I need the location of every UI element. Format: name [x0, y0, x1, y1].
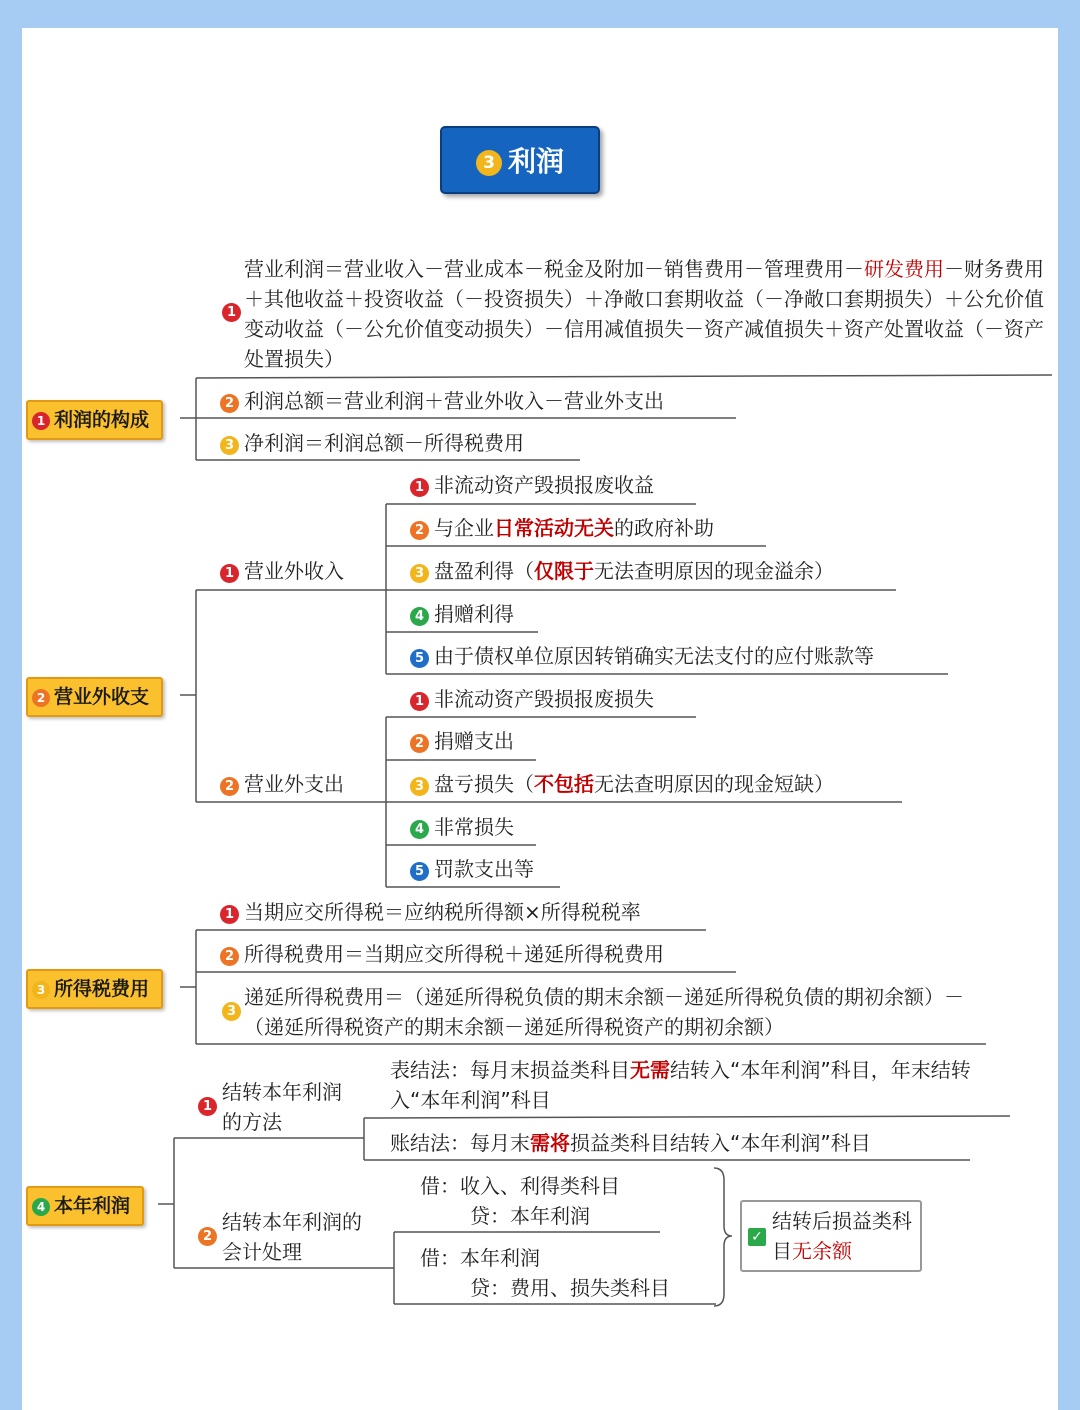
title-number-badge: 3: [476, 150, 502, 176]
expense-item-5: 5 罚款支出等: [410, 854, 534, 884]
income-item-2: 2 与企业日常活动无关的政府补助: [410, 513, 714, 543]
section-non-operating: [26, 677, 163, 717]
branch-number-badge: 1: [198, 1097, 217, 1116]
net-profit-formula: 3 净利润＝利润总额－所得税费用: [220, 428, 524, 458]
item-number-badge: 2: [220, 394, 239, 413]
title-label: 利润: [507, 145, 564, 178]
section-label: 营业外收支: [54, 686, 150, 708]
section-current-year-profit: [26, 1186, 144, 1226]
section-profit-composition: [26, 400, 163, 440]
total-profit-formula: 2 利润总额＝营业利润＋营业外收入－营业外支出: [220, 386, 664, 416]
entry-2-credit: 贷：费用、损失类科目: [470, 1276, 670, 1300]
expense-item-1: 1 非流动资产毁损报废损失: [410, 684, 654, 714]
branch-accounting-treatment: 结转本年利润的会计处理: [222, 1210, 362, 1264]
branch-transfer-method: 结转本年利润的方法: [222, 1080, 342, 1134]
tax-item-1: 1 当期应交所得税＝应纳税所得额×所得税税率: [220, 897, 641, 927]
title-node: [440, 126, 600, 194]
entry-2-debit: 借：本年利润: [420, 1246, 540, 1270]
section-label: 利润的构成: [54, 409, 150, 431]
item-number-badge: 3: [222, 1002, 241, 1021]
item-number-badge: 1: [222, 303, 241, 322]
entry-1-credit: 贷：本年利润: [470, 1204, 590, 1228]
expense-item-4: 4 非常损失: [410, 812, 514, 842]
result-text: 结转后损益类科目无余额: [772, 1209, 912, 1263]
deferred-tax-formula: 递延所得税费用＝（递延所得税负债的期末余额－递延所得税负债的期初余额）－（递延所得税资产的期末余额－递延所得税资产的期初余额）: [244, 985, 964, 1039]
expense-item-3: 3 盘亏损失（不包括无法查明原因的现金短缺）: [410, 769, 834, 799]
expense-item-2: 2 捐赠支出: [410, 726, 514, 756]
branch-number-badge: 2: [220, 777, 239, 796]
branch-non-operating-expense: 2 营业外支出: [220, 769, 344, 799]
check-icon: ✓: [748, 1228, 766, 1246]
section-label: 本年利润: [54, 1195, 131, 1217]
branch-number-badge: 2: [198, 1227, 217, 1246]
table-method-text: 表结法：每月末损益类科目无需结转入“本年利润”科目，年末结转入“本年利润”科目: [390, 1058, 971, 1112]
tax-item-2: 2 所得税费用＝当期应交所得税＋递延所得税费用: [220, 939, 664, 969]
branch-non-operating-income: 1 营业外收入: [220, 556, 344, 586]
section-number-badge: 2: [32, 689, 50, 707]
income-item-1: 1 非流动资产毁损报废收益: [410, 470, 654, 500]
entry-1-debit: 借：收入、利得类科目: [420, 1174, 620, 1198]
section-number-badge: 4: [32, 1198, 50, 1216]
income-item-5: 5 由于债权单位原因转销确实无法支付的应付账款等: [410, 641, 874, 671]
section-number-badge: 1: [32, 412, 50, 430]
item-number-badge: 3: [220, 436, 239, 455]
income-item-4: 4 捐赠利得: [410, 599, 514, 629]
account-method-text: 账结法：每月末需将损益类科目结转入“本年利润”科目: [390, 1131, 871, 1155]
income-item-3: 3 盘盈利得（仅限于无法查明原因的现金溢余）: [410, 556, 834, 586]
section-label: 所得税费用: [54, 978, 150, 1000]
branch-number-badge: 1: [220, 564, 239, 583]
section-income-tax: [26, 969, 163, 1009]
section-number-badge: 3: [32, 981, 50, 999]
operating-profit-formula: 营业利润＝营业收入－营业成本－税金及附加－销售费用－管理费用－研发费用－财务费用＋其他收益＋投资收益（－投资损失）＋净敞口套期收益（－净敞口套期损失）＋公允价值变动收益（－公允价值变动损失）－信用减值损失－资产减值损失＋资产处置收益（－资产处置损失）: [244, 257, 1044, 371]
